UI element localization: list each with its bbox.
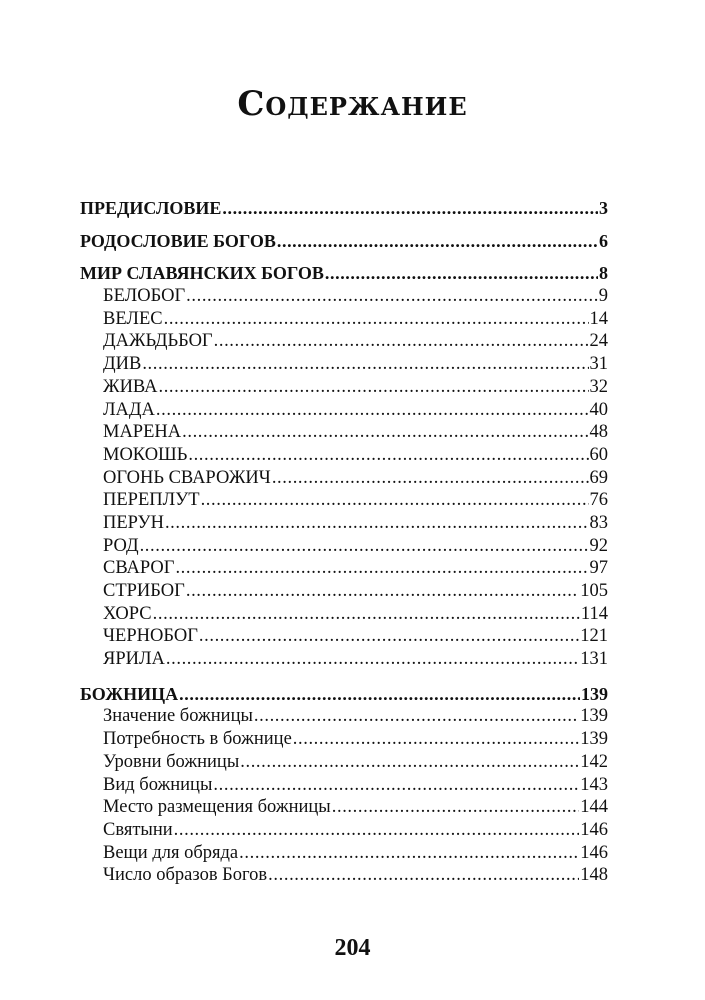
dot-leader bbox=[293, 728, 579, 751]
toc-item-label: ПЕРУН bbox=[103, 512, 164, 533]
toc-page-number: 121 bbox=[580, 626, 608, 647]
toc-item-label: Значение божницы bbox=[103, 706, 253, 727]
dot-leader bbox=[272, 467, 589, 490]
dot-leader bbox=[166, 648, 579, 671]
toc-page-number: 146 bbox=[580, 819, 608, 840]
toc-item[interactable] bbox=[80, 535, 608, 558]
toc-page-number: 24 bbox=[589, 331, 608, 352]
toc-page-number: 48 bbox=[589, 422, 608, 443]
dot-leader bbox=[201, 489, 589, 512]
toc-item-label: МАРЕНА bbox=[103, 422, 182, 443]
toc-section-label: БОЖНИЦА bbox=[80, 683, 179, 704]
toc-item[interactable] bbox=[80, 648, 608, 671]
toc-item[interactable] bbox=[80, 444, 608, 467]
toc-page-number: 8 bbox=[599, 263, 608, 284]
toc-item[interactable] bbox=[80, 285, 608, 308]
toc-item-label: Святыни bbox=[103, 819, 173, 840]
toc-page-number: 105 bbox=[580, 581, 608, 601]
toc-item-label: Вид божницы bbox=[103, 774, 213, 795]
toc-section-world-of-gods[interactable] bbox=[80, 262, 608, 285]
toc-item[interactable] bbox=[80, 864, 608, 887]
dot-leader bbox=[188, 444, 588, 467]
toc-page-number: 32 bbox=[589, 376, 608, 397]
dot-leader bbox=[325, 262, 598, 285]
dot-leader bbox=[240, 751, 579, 774]
toc-item[interactable] bbox=[80, 705, 608, 728]
toc-item-label: ДИВ bbox=[103, 354, 142, 375]
toc-item[interactable] bbox=[80, 489, 608, 512]
toc-item-label: ЧЕРНОБОГ bbox=[103, 626, 198, 647]
toc-page-number: 60 bbox=[589, 444, 608, 465]
toc-item[interactable] bbox=[80, 819, 608, 842]
toc-page-number: 148 bbox=[580, 865, 608, 886]
toc-page-number: 97 bbox=[589, 558, 608, 579]
dot-leader bbox=[186, 580, 579, 603]
toc-item[interactable] bbox=[80, 796, 608, 819]
toc-item-label: РОД bbox=[103, 535, 139, 556]
toc-page-number: 142 bbox=[580, 751, 608, 772]
toc-item[interactable] bbox=[80, 774, 608, 797]
toc-page-number: 139 bbox=[581, 683, 608, 704]
dot-leader bbox=[142, 353, 588, 376]
toc-section-shrine[interactable] bbox=[80, 683, 608, 706]
toc-item[interactable] bbox=[80, 421, 608, 444]
toc-page-number: 9 bbox=[598, 286, 608, 307]
dot-leader bbox=[277, 230, 598, 253]
dot-leader bbox=[332, 796, 580, 819]
dot-leader bbox=[158, 376, 588, 399]
toc-item[interactable] bbox=[80, 376, 608, 399]
toc-item[interactable] bbox=[80, 751, 608, 774]
toc-item-label: Уровни божницы bbox=[103, 751, 240, 772]
toc-page-number: 83 bbox=[589, 512, 608, 533]
toc-item-label: Вещи для обряда bbox=[103, 842, 239, 863]
toc-section-preface[interactable] bbox=[80, 197, 608, 220]
toc-item-label: ВЕЛЕС bbox=[103, 308, 163, 329]
toc-section-label: ПРЕДИСЛОВИЕ bbox=[80, 198, 222, 218]
toc-page-number: 92 bbox=[589, 535, 608, 556]
toc-item[interactable] bbox=[80, 842, 608, 865]
toc-item[interactable] bbox=[80, 580, 608, 603]
dot-leader bbox=[214, 330, 589, 353]
dot-leader bbox=[239, 842, 579, 865]
toc-item[interactable] bbox=[80, 512, 608, 535]
toc-page-number: 139 bbox=[580, 706, 608, 727]
toc-item[interactable] bbox=[80, 308, 608, 331]
dot-leader bbox=[222, 197, 598, 220]
toc-item[interactable] bbox=[80, 728, 608, 751]
toc-item-label: ОГОНЬ СВАРОЖИЧ bbox=[103, 467, 271, 488]
dot-leader bbox=[186, 285, 598, 308]
toc-page-number: 76 bbox=[589, 490, 608, 511]
toc-item-label: ДАЖЬДЬБОГ bbox=[103, 331, 213, 352]
dot-leader bbox=[140, 535, 589, 558]
toc-page-number: 144 bbox=[580, 797, 608, 818]
dot-leader bbox=[199, 625, 579, 648]
toc-page-number: 131 bbox=[580, 649, 608, 670]
toc-item-label: ЯРИЛА bbox=[103, 649, 165, 670]
dot-leader bbox=[268, 864, 579, 887]
page-title: Содержание bbox=[237, 84, 468, 124]
dot-leader bbox=[179, 683, 580, 706]
toc-page-number: 3 bbox=[599, 198, 608, 218]
toc-item[interactable] bbox=[80, 603, 608, 626]
toc-item-label: Число образов Богов bbox=[103, 865, 268, 886]
toc-item-label: СВАРОГ bbox=[103, 558, 175, 579]
dot-leader bbox=[156, 399, 589, 422]
toc-item-label: СТРИБОГ bbox=[103, 581, 185, 601]
dot-leader bbox=[254, 705, 579, 728]
toc-page-number: 139 bbox=[580, 729, 608, 750]
toc-item-label: МОКОШЬ bbox=[103, 444, 188, 465]
toc-item[interactable] bbox=[80, 353, 608, 376]
toc-item[interactable] bbox=[80, 399, 608, 422]
toc-section-label: РОДОСЛОВИЕ БОГОВ bbox=[80, 230, 276, 251]
toc-page-number: 143 bbox=[580, 774, 608, 795]
toc-item[interactable] bbox=[80, 625, 608, 648]
toc-item-label: Место размещения божницы bbox=[103, 797, 331, 818]
toc-item-label: БЕЛОБОГ bbox=[103, 286, 186, 307]
table-of-contents bbox=[80, 197, 608, 887]
toc-item-label: ЖИВА bbox=[103, 376, 158, 397]
toc-section-genealogy[interactable] bbox=[80, 230, 608, 253]
dot-leader bbox=[213, 774, 579, 797]
toc-item-label: ПЕРЕПЛУТ bbox=[103, 490, 200, 511]
dot-leader bbox=[165, 512, 589, 535]
toc-page-number: 31 bbox=[589, 354, 608, 375]
toc-page-number: 114 bbox=[580, 603, 608, 624]
toc-item[interactable] bbox=[80, 557, 608, 580]
dot-leader bbox=[182, 421, 588, 444]
toc-page-number: 6 bbox=[599, 230, 608, 251]
dot-leader bbox=[174, 819, 580, 842]
toc-item-label: ХОРС bbox=[103, 603, 152, 624]
page-number: 204 bbox=[334, 935, 371, 961]
toc-page-number: 146 bbox=[580, 842, 608, 863]
toc-page-number: 69 bbox=[589, 467, 608, 488]
dot-leader bbox=[175, 557, 588, 580]
toc-item[interactable] bbox=[80, 330, 608, 353]
toc-page-number: 14 bbox=[589, 308, 608, 329]
toc-section-label: МИР СЛАВЯНСКИХ БОГОВ bbox=[80, 263, 324, 284]
toc-item-label: Потребность в божнице bbox=[103, 729, 292, 750]
toc-item[interactable] bbox=[80, 467, 608, 490]
toc-page-number: 40 bbox=[589, 399, 608, 420]
toc-item-label: ЛАДА bbox=[103, 399, 155, 420]
dot-leader bbox=[153, 603, 580, 626]
dot-leader bbox=[164, 308, 589, 331]
